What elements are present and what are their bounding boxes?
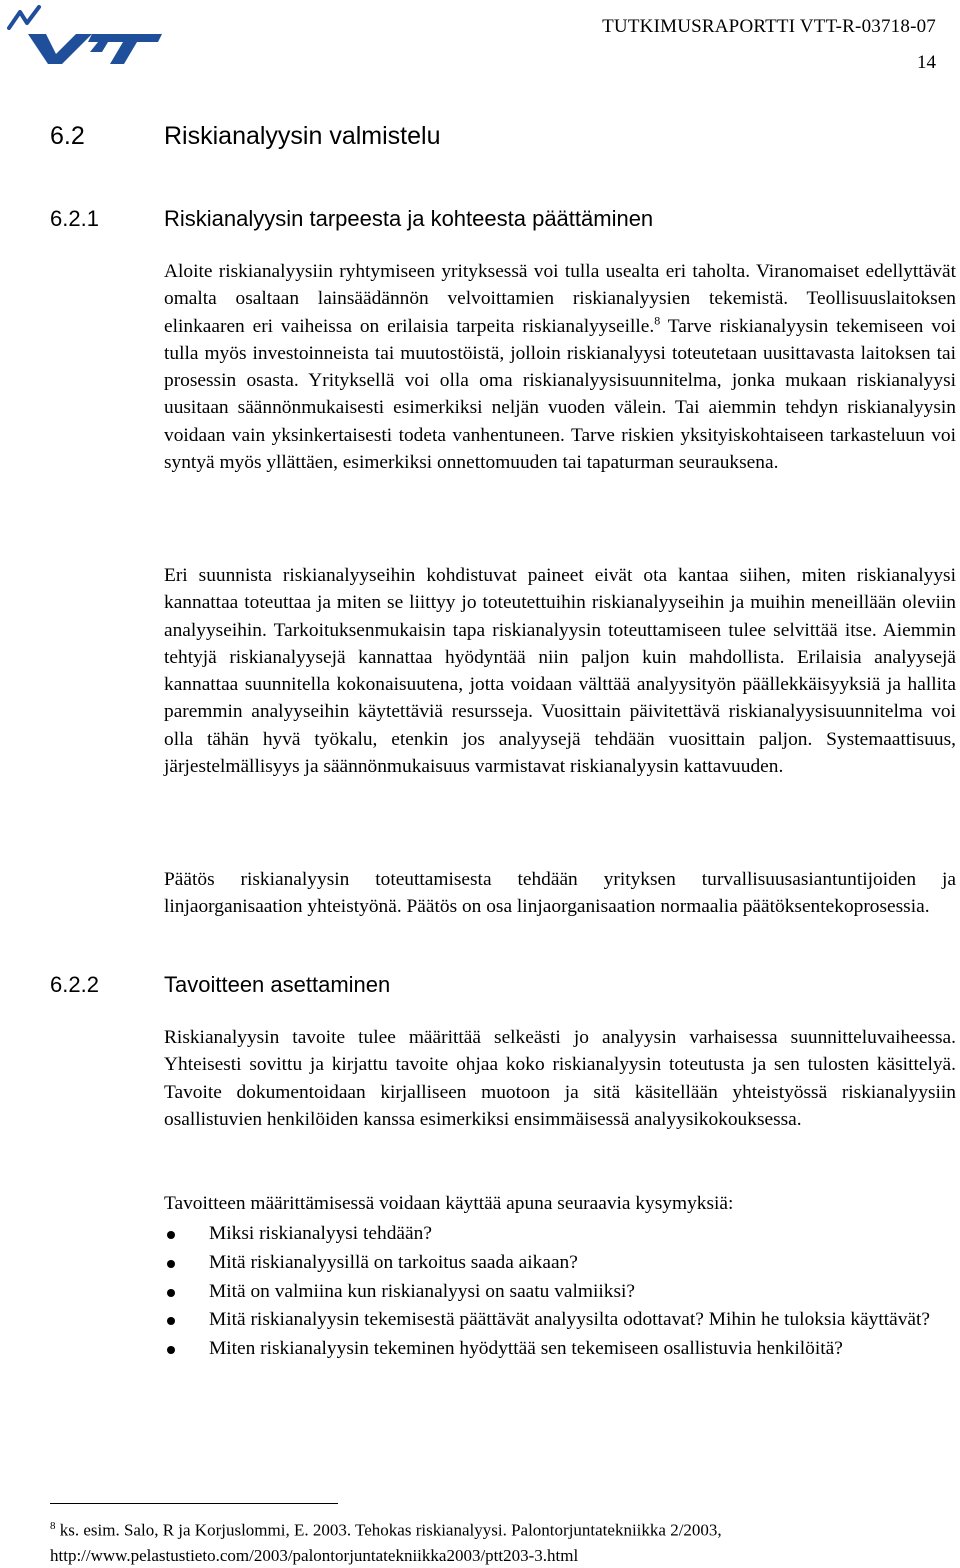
paragraph-text: Tarve riskianalyysin tekemiseen voi tulla myös investoinneista tai muutostöistä, jolloin riskianalyysi toteutetaan uusittavasta laitoksen tai prosessin osasta. Yrityksellä voi olla oma riskianalyysisuunnitelma, jonka mukaan riskianalyysi uusitaan säännönmukaisesti esimerkiksi neljän vuoden välein. Tai aiemmin tehdyn riskianalyysin voidaan vain yksinkertaisesti todeta vanhentuneen. Tarve riskien yksityiskohtaiseen tarkasteluun voi syntyä myös yllättäen, esimerkiksi onnettomuuden tai tapaturman seurauksena.: [164, 315, 956, 474]
list-item: Mitä riskianalyysillä on tarkoitus saada aikaan?: [164, 1249, 956, 1276]
footnote-url[interactable]: http://www.pelastustieto.com/2003/palontorjuntatekniikka2003/ptt203-3.html: [50, 1545, 579, 1565]
footnote-divider: [50, 1503, 338, 1504]
footnote: [50, 1514, 950, 1568]
footnote-line: [50, 1514, 950, 1543]
vtt-logo-text: VTT: [6, 4, 8, 5]
bullet-icon: [167, 1231, 175, 1239]
list-item: Mitä on valmiina kun riskianalyysi on saatu valmiiksi?: [164, 1278, 956, 1305]
bullet-icon: [167, 1346, 175, 1354]
list-item: Miten riskianalyysin tekeminen hyödyttää sen tekemiseen osallistuvia henkilöitä?: [164, 1335, 956, 1362]
subsection-title: Tavoitteen asettaminen: [164, 972, 391, 997]
section-number: 6.2: [50, 122, 85, 150]
vtt-logo: [6, 4, 164, 66]
paragraph-6-2-1-3: Päätös riskianalyysin toteuttamisesta tehdään yrityksen turvallisuusasiantuntijoiden ja linjaorganisaation yhteistyönä. Päätös on osa linjaorganisaation normaalia päätöksentekoprosessia.: [164, 869, 956, 918]
footnote-citation: ks. esim. Salo, R ja Korjuslommi, E. 2003. Tehokas riskianalyysi. Palontorjuntatekniikka 2/2003,: [55, 1520, 722, 1540]
bullet-icon: [167, 1289, 175, 1297]
section-heading-6-2-2: [50, 972, 390, 998]
bullet-icon: [167, 1317, 175, 1325]
list-item: Mitä riskianalyysin tekemisestä päättävät analyysilta odottavat? Mihin he tuloksia käyttävät?: [164, 1306, 956, 1333]
paragraph-6-2-1-1: [164, 258, 956, 476]
section-heading-6-2-1: [50, 206, 653, 232]
subsection-title: Riskianalyysin tarpeesta ja kohteesta päättäminen: [164, 206, 654, 231]
list-item: Miksi riskianalyysi tehdään?: [164, 1220, 956, 1247]
report-id: TUTKIMUSRAPORTTI VTT-R-03718-07: [602, 16, 936, 37]
footnote-marker: 8: [50, 1520, 56, 1532]
section-heading-6-2: [50, 122, 440, 151]
subsection-number: 6.2.1: [50, 206, 99, 231]
page-number: 14: [917, 52, 936, 73]
paragraph-6-2-2-1: Riskianalyysin tavoite tulee määrittää selkeästi jo analyysin varhaisessa suunnitteluvaiheessa. Yhteisesti sovittu ja kirjattu tavoite ohjaa koko riskianalyysin toteutusta ja sen tulosten käsittelyä. Tavoite dokumentoidaan kirjalliseen muotoon ja sitä käsitellään yhteistyössä riskianalyysiin osallistuvien henkilöiden kanssa esimerkiksi ensimmäisessä analyysikokouksessa.: [164, 1027, 956, 1130]
bullet-icon: [167, 1260, 175, 1268]
paragraph-text: Aloite riskianalyysiin ryhtymiseen yrityksessä voi tulla usealta eri taholta. Viranomaiset edellyttävät omalta osaltaan lainsäädännön velvoittamien riskianalyysien tekemistä. Teollisuuslaitoksen elinkaaren eri vaiheissa on erilaisia tarpeita riskianalyyseille.: [164, 261, 956, 337]
paragraph-6-2-1-2: Eri suunnista riskianalyyseihin kohdistuvat paineet eivät ota kantaa siihen, miten riskianalyysi kannattaa toteuttaa ja miten se liittyy jo toteutettuihin riskianalyyseihin ja muihin meneillään oleviin analyyseihin. Tarkoituksenmukaisin tapa riskianalyysin toteuttamiseen tulee selvittää itse. Aiemmin tehtyjä riskianalyysejä kannattaa hyödyntää niin paljon kuin mahdollista. Erilaisia analyysejä kannattaa suunnitella kokonaisuutena, jotta voidaan välttää analyysityön päällekkäisyyksiä ja hallita paremmin analyyseihin käytettäviä resursseja. Vuosittain päivitettävä riskianalyysisuunnitelma voi olla tähän hyvä työkalu, etenkin jos analyysejä tehdään vuosittain paljon. Systemaattisuus, järjestelmällisyys ja säännönmukaisuus varmistavat riskianalyysin kattavuuden.: [164, 565, 956, 778]
paragraph-6-2-2-2: Tavoitteen määrittämisessä voidaan käyttää apuna seuraavia kysymyksiä:: [164, 1193, 734, 1214]
subsection-number: 6.2.2: [50, 972, 99, 997]
question-list: [164, 1220, 956, 1364]
footnote-reference[interactable]: 8: [654, 313, 661, 328]
section-title: Riskianalyysin valmistelu: [164, 122, 441, 150]
